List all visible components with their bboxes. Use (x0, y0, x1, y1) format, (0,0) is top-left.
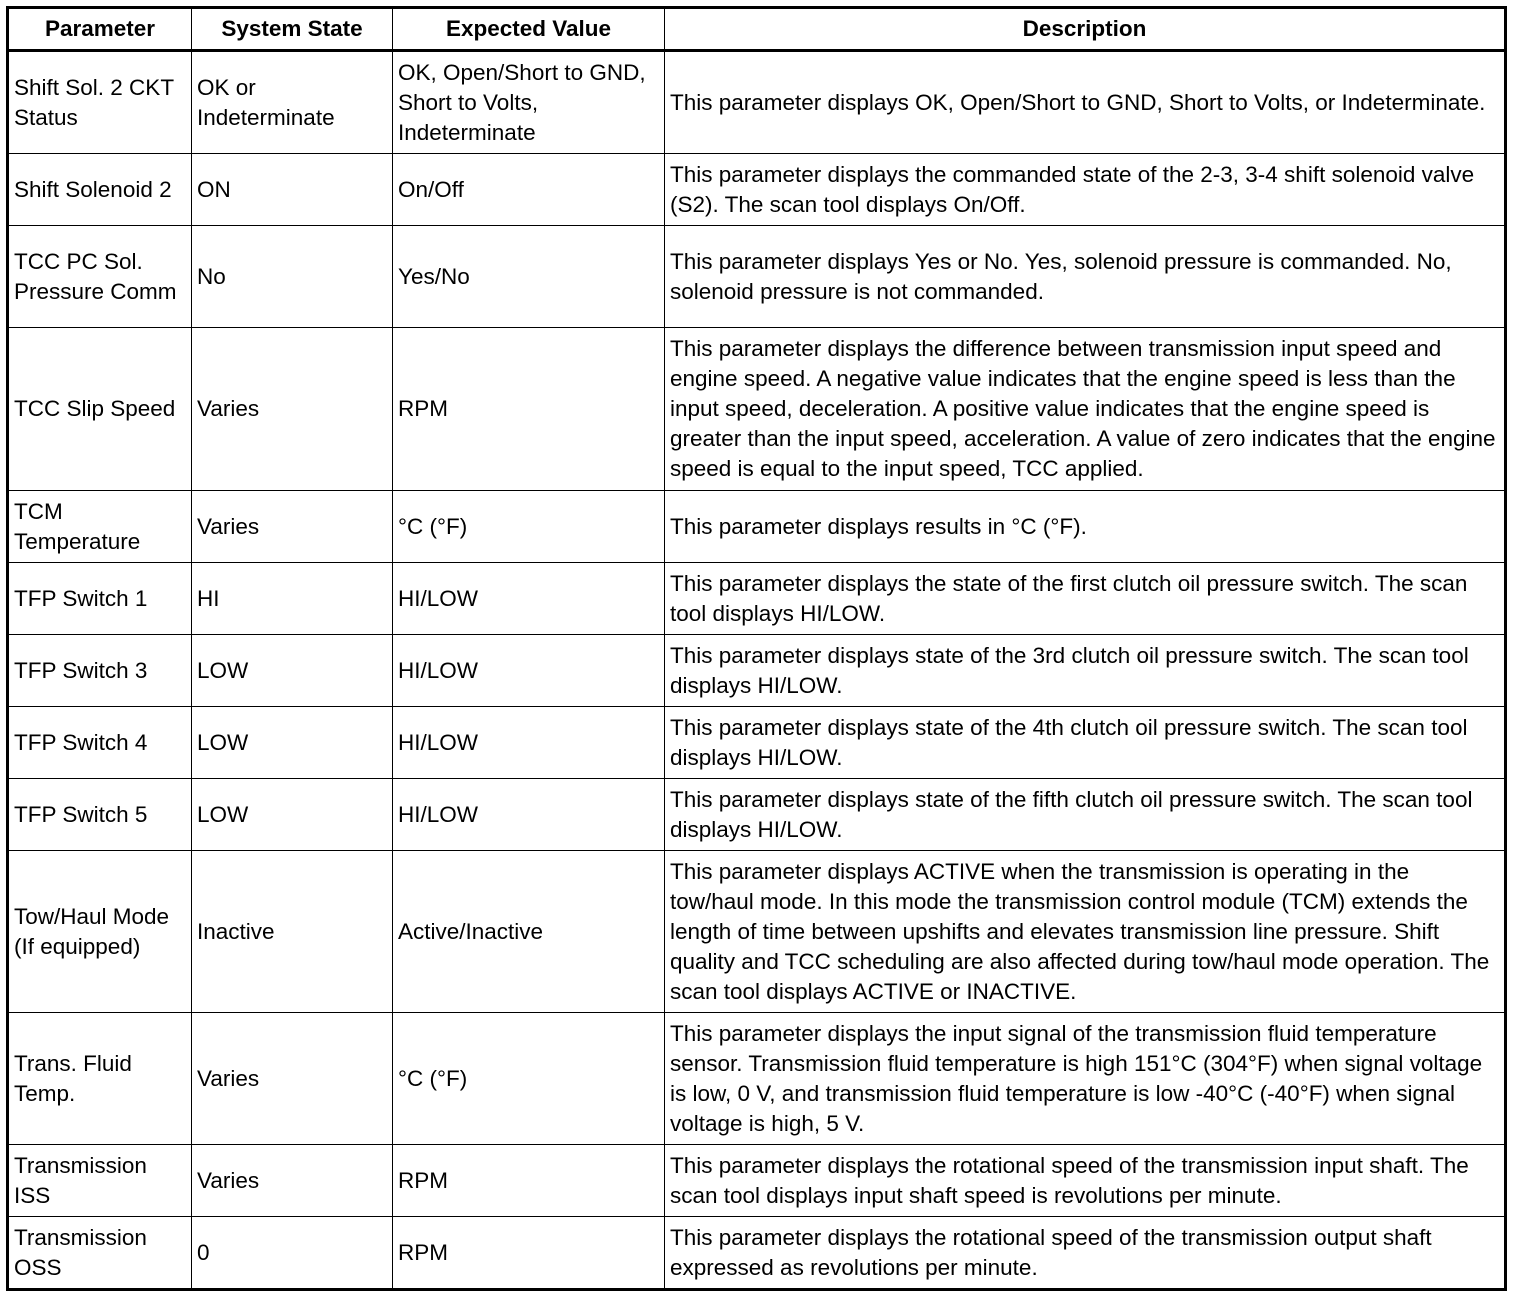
cell-description: This parameter displays state of the 4th clutch oil pressure switch. The scan tool displays HI/LOW. (665, 707, 1506, 779)
cell-parameter: TCM Temperature (8, 491, 192, 563)
cell-parameter: TFP Switch 3 (8, 635, 192, 707)
cell-system-state: No (192, 226, 393, 328)
header-description: Description (665, 8, 1506, 51)
cell-system-state: 0 (192, 1217, 393, 1290)
cell-description: This parameter displays the commanded state of the 2-3, 3-4 shift solenoid valve (S2). The scan tool displays On/Off. (665, 154, 1506, 226)
cell-description: This parameter displays the difference between transmission input speed and engine speed. A negative value indicates that the engine speed is less than the input speed, deceleration. A positive value indicates that the engine speed is greater than the input speed, acceleration. A value of zero indicates that the engine speed is equal to the input speed, TCC applied. (665, 328, 1506, 491)
cell-expected-value: OK, Open/Short to GND, Short to Volts, Indeterminate (393, 51, 665, 154)
cell-parameter: TFP Switch 4 (8, 707, 192, 779)
table-row (8, 1217, 1506, 1290)
cell-system-state: LOW (192, 779, 393, 851)
cell-expected-value: RPM (393, 328, 665, 491)
header-system-state: System State (192, 8, 393, 51)
cell-parameter: Transmission ISS (8, 1145, 192, 1217)
cell-system-state: Varies (192, 328, 393, 491)
cell-system-state: ON (192, 154, 393, 226)
cell-system-state: LOW (192, 635, 393, 707)
cell-parameter: Shift Solenoid 2 (8, 154, 192, 226)
cell-description: This parameter displays ACTIVE when the transmission is operating in the tow/haul mode. In this mode the transmission control module (TCM) extends the length of time between upshifts and elevates transmission line pressure. Shift quality and TCC scheduling are also affected during tow/haul mode operation. The scan tool displays ACTIVE or INACTIVE. (665, 851, 1506, 1013)
table-row (8, 1145, 1506, 1217)
cell-parameter: TFP Switch 1 (8, 563, 192, 635)
table-row (8, 707, 1506, 779)
table-row (8, 51, 1506, 154)
cell-expected-value: Yes/No (393, 226, 665, 328)
cell-description: This parameter displays the input signal of the transmission fluid temperature sensor. Transmission fluid temperature is high 151°C (304°F) when signal voltage is low, 0 V, and transmission fluid temperature is low -40°C (-40°F) when signal voltage is high, 5 V. (665, 1013, 1506, 1145)
cell-description: This parameter displays the rotational speed of the transmission input shaft. The scan tool displays input shaft speed is revolutions per minute. (665, 1145, 1506, 1217)
table-row (8, 563, 1506, 635)
cell-system-state: OK or Indeterminate (192, 51, 393, 154)
cell-expected-value: °C (°F) (393, 1013, 665, 1145)
cell-description: This parameter displays the rotational speed of the transmission output shaft expressed as revolutions per minute. (665, 1217, 1506, 1290)
cell-expected-value: Active/Inactive (393, 851, 665, 1013)
header-parameter: Parameter (8, 8, 192, 51)
cell-system-state: Varies (192, 491, 393, 563)
table-row (8, 154, 1506, 226)
cell-system-state: Inactive (192, 851, 393, 1013)
table-row (8, 1013, 1506, 1145)
table-row (8, 328, 1506, 491)
cell-expected-value: RPM (393, 1217, 665, 1290)
cell-parameter: TCC PC Sol. Pressure Comm (8, 226, 192, 328)
cell-expected-value: HI/LOW (393, 779, 665, 851)
cell-system-state: Varies (192, 1145, 393, 1217)
table-row (8, 635, 1506, 707)
cell-parameter: Tow/Haul Mode (If equipped) (8, 851, 192, 1013)
cell-expected-value: RPM (393, 1145, 665, 1217)
table-row (8, 491, 1506, 563)
cell-system-state: LOW (192, 707, 393, 779)
cell-expected-value: HI/LOW (393, 707, 665, 779)
cell-expected-value: On/Off (393, 154, 665, 226)
cell-parameter: Transmission OSS (8, 1217, 192, 1290)
cell-system-state: Varies (192, 1013, 393, 1145)
cell-expected-value: °C (°F) (393, 491, 665, 563)
table-row (8, 851, 1506, 1013)
parameter-table (6, 6, 1507, 1291)
cell-description: This parameter displays results in °C (°F). (665, 491, 1506, 563)
table-header-row (8, 8, 1506, 51)
header-expected-value: Expected Value (393, 8, 665, 51)
cell-expected-value: HI/LOW (393, 563, 665, 635)
cell-description: This parameter displays the state of the first clutch oil pressure switch. The scan tool displays HI/LOW. (665, 563, 1506, 635)
cell-parameter: TFP Switch 5 (8, 779, 192, 851)
cell-description: This parameter displays OK, Open/Short to GND, Short to Volts, or Indeterminate. (665, 51, 1506, 154)
cell-parameter: Shift Sol. 2 CKT Status (8, 51, 192, 154)
cell-expected-value: HI/LOW (393, 635, 665, 707)
table-row (8, 226, 1506, 328)
cell-parameter: TCC Slip Speed (8, 328, 192, 491)
cell-description: This parameter displays state of the 3rd clutch oil pressure switch. The scan tool displays HI/LOW. (665, 635, 1506, 707)
cell-parameter: Trans. Fluid Temp. (8, 1013, 192, 1145)
cell-description: This parameter displays Yes or No. Yes, solenoid pressure is commanded. No, solenoid pressure is not commanded. (665, 226, 1506, 328)
table-row (8, 779, 1506, 851)
cell-description: This parameter displays state of the fifth clutch oil pressure switch. The scan tool displays HI/LOW. (665, 779, 1506, 851)
cell-system-state: HI (192, 563, 393, 635)
